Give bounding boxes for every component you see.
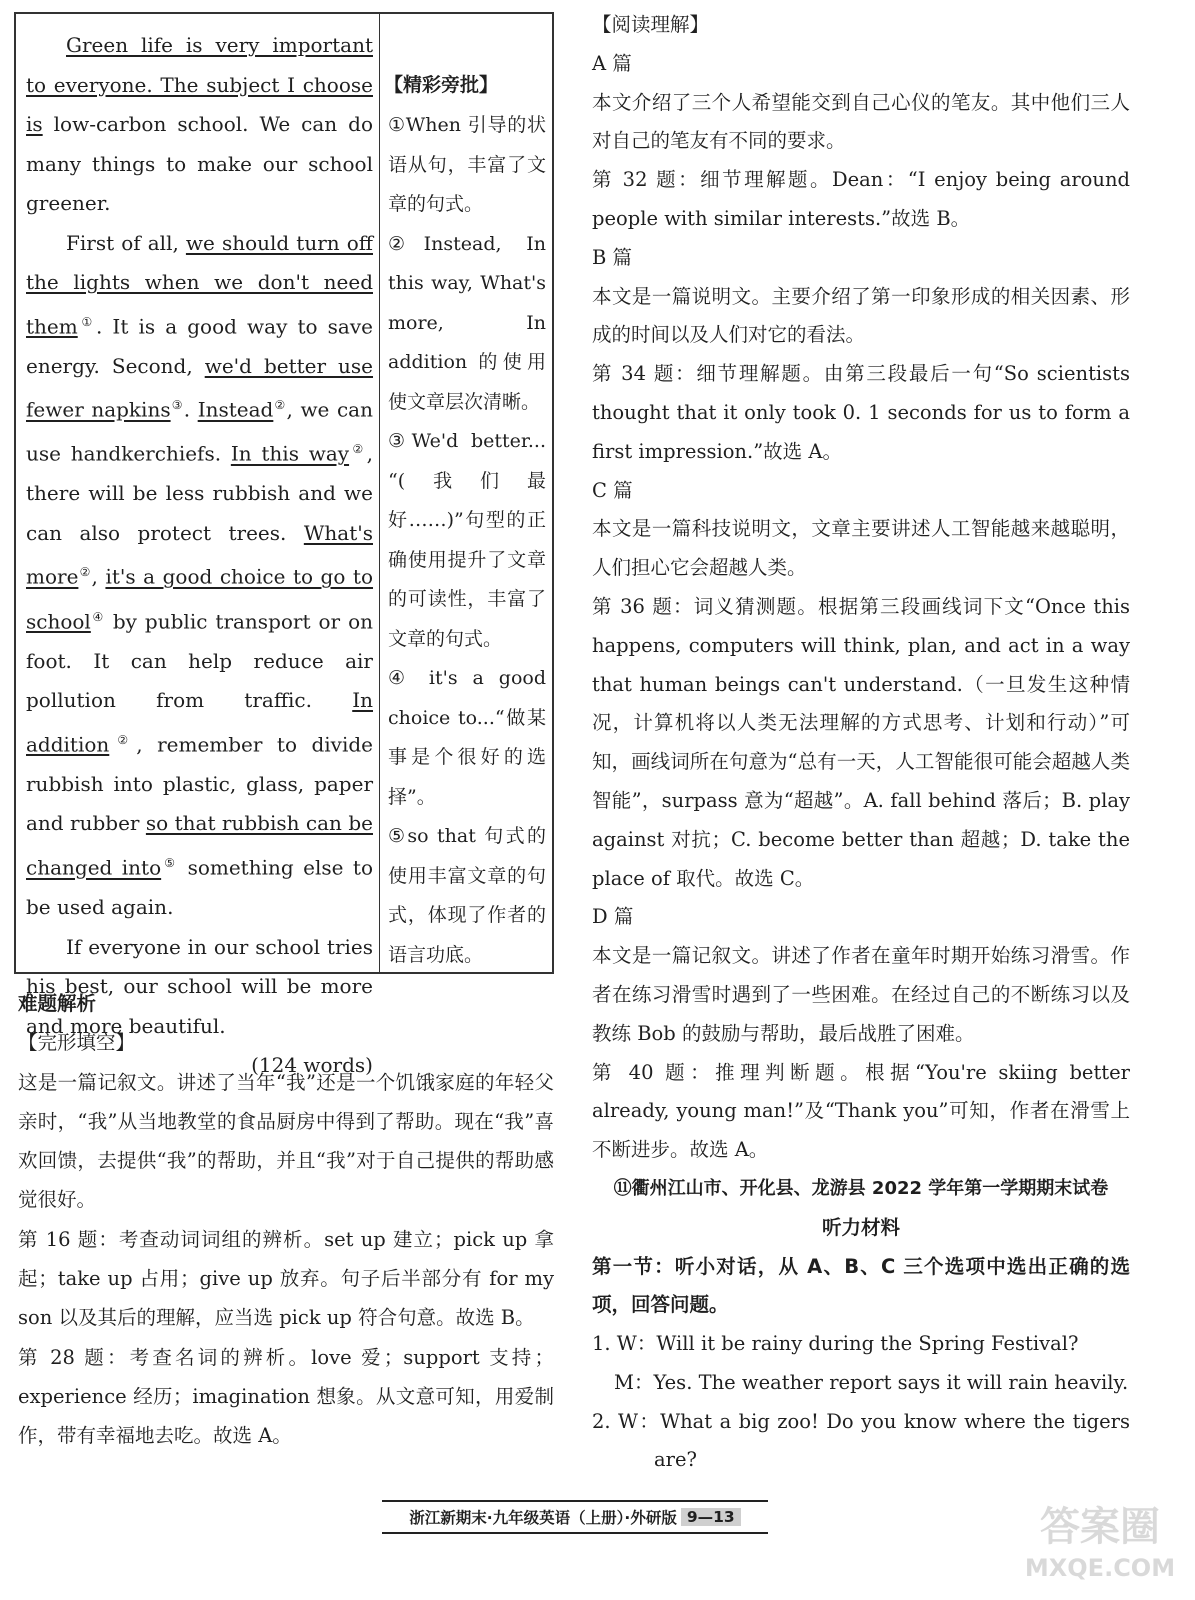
essay-underline: In addition (26, 688, 373, 757)
cloze-title: 【完形填空】 (18, 1031, 136, 1055)
passage-b-label: B 篇 (592, 245, 633, 269)
essay-text: . (183, 397, 198, 422)
listening-section-1: 第一节：听小对话，从 A、B、C 三个选项中选出正确的选项，回答问题。 (592, 1254, 1130, 1317)
watermark-logo (1020, 1488, 1180, 1588)
essay-text: by public transport or on foot. It can help reduce air pollution from traffic. (26, 609, 374, 713)
essay-text: . It is a good way to save energy. Second, (26, 314, 373, 378)
essay-text: , there will be less rubbish and we can also protect trees. (26, 441, 373, 545)
difficult-question-analysis (18, 984, 554, 1456)
reading-title: 【阅读理解】 (592, 13, 710, 36)
side-note-2: ②Instead, In this way, What's more, In addition 的使用使文章层次清晰。 (388, 232, 546, 413)
essay-text: First of all, (66, 230, 186, 255)
essay-underline: we should turn off the lights when we don't need them (26, 230, 373, 339)
dialogue-1-man: M：Yes. The weather report says it will rain heavily. (614, 1370, 1129, 1394)
passage-d-label: D 篇 (592, 905, 634, 929)
note-marker: ② (349, 442, 367, 457)
cloze-q28: 第 28 题：考查名词的辨析。love 爱；support 支持；experience 经历；imagination 想象。从文意可知，用爱制作，带有幸福地去吃。故选 A。 (18, 1345, 554, 1448)
essay-underline: What's more (26, 520, 373, 590)
passage-b-intro: 本文是一篇说明文。主要介绍了第一印象形成的相关因素、形成的时间以及人们对它的看法。 (592, 284, 1130, 347)
essay-underline: so that rubbish can be changed into (26, 811, 373, 880)
cloze-intro: 这是一篇记叙文。讲述了当年“我”还是一个饥饿家庭的年轻父亲时，“我”从当地教堂的食品厨房中得到了帮助。现在“我”喜欢回馈，去提供“我”的帮助，并且“我”对于自己提供的帮助感觉很好。 (18, 1070, 554, 1212)
listening-title: 听力材料 (821, 1215, 900, 1239)
essay-underline: Instead (197, 397, 274, 422)
essay-text: , we can use handkerchiefs. (26, 397, 373, 466)
passage-c-label: C 篇 (592, 478, 633, 502)
passage-a-intro: 本文介绍了三个人希望能交到自己心仪的笔友。其中他们三人对自己的笔友有不同的要求。 (592, 90, 1130, 153)
passage-c-q36: 第 36 题：词义猜测题。根据第三段画线词下文“Once this happens, computers will think, plan, and act in a way that human beings can't understand.（一旦发生这种情况，计算机将以人类无法理解的方式思考、计划和行动）”可知，画线词所在句意为“总有一天，人工智能很可能会超越人类智能”，surpass 意为“超越”。A. fall behind 落后；B. play against 对抗；C. become better than 超越；D. take the place of 取代。故选 C。 (592, 594, 1130, 890)
note-marker: ⑤ (161, 855, 179, 870)
note-marker: ② (78, 565, 92, 580)
essay-paragraph-2 (26, 224, 373, 928)
dialogue-1-woman: 1. W：Will it be rainy during the Spring Festival? (592, 1332, 1079, 1356)
passage-a-label: A 篇 (592, 51, 632, 75)
essay-text: , remember to divide rubbish into plastic, glass, paper and rubber (26, 732, 373, 836)
passage-a-q32: 第 32 题：细节理解题。Dean：“I enjoy being around people with similar interests.”故选 B。 (592, 168, 1130, 230)
reading-analysis-column (592, 6, 1130, 1480)
page-number: 9—13 (681, 1508, 741, 1526)
side-notes-title: 【精彩旁批】 (384, 74, 499, 96)
essay-underline: In this way (230, 441, 350, 466)
cloze-q16: 第 16 题：考查动词词组的辨析。set up 建立；pick up 拿起；take up 占用；give up 放弃。句子后半部分有 for my son 以及其后的理解，应当选 pick up 符合句意。故选 B。 (18, 1227, 554, 1330)
essay-underline: Green life is very important to everyone. The subject I choose is (26, 33, 373, 136)
essay-text: , (91, 565, 106, 590)
word-count: (124 words) (251, 1053, 373, 1078)
page-footer (382, 1500, 768, 1534)
exam-title: ⑪衢州江山市、开化县、龙游县 2022 学年第一学期期末试卷 (613, 1177, 1109, 1199)
essay-text: low-carbon school. We can do many things to make our school greener. (26, 112, 373, 215)
passage-d-q40: 第 40 题：推理判断题。根据“You're skiing better already, young man!”及“Thank you”可知，作者在滑雪上不断进步。故选 A。 (592, 1060, 1130, 1162)
passage-b-q34: 第 34 题：细节理解题。由第三段最后一句“So scientists thought that it only took 0. 1 seconds for us to form a first impression.”故选 A。 (592, 362, 1130, 463)
essay-underline: we'd better use fewer napkins (26, 353, 374, 422)
side-note-5: ⑤so that 句式的使用丰富文章的句式，体现了作者的语言功底。 (388, 825, 546, 966)
footer-book-title: 浙江新期末·九年级英语（上册）·外研版 (409, 1509, 677, 1527)
passage-d-intro: 本文是一篇记叙文。讲述了作者在童年时期开始练习滑雪。作者在练习滑雪时遇到了一些困难。在经过自己的不断练习以及教练 Bob 的鼓励与帮助，最后战胜了困难。 (592, 944, 1130, 1045)
side-note-3: ③We'd better... “(我们最好……)”句型的正确使用提升了文章的可读性，丰富了文章的句式。 (388, 430, 546, 650)
passage-c-intro: 本文是一篇科技说明文，文章主要讲述人工智能越来越聪明，人们担心它会超越人类。 (592, 517, 1130, 580)
essay-paragraph-3: If everyone in our school tries his best, our school will be more and more beautiful. (26, 934, 373, 1038)
watermark-bottom-text: MXQE.COM (1024, 1554, 1176, 1582)
essay-underline: it's a good choice to go to school (26, 565, 374, 634)
note-marker: ④ (90, 609, 105, 624)
side-note-4: ④ it's a good choice to...“做某事是个很好的选择”。 (388, 667, 546, 808)
note-marker: ② (273, 398, 287, 413)
note-marker: ① (77, 314, 96, 329)
side-notes-column (380, 14, 552, 972)
essay-paragraph-1 (26, 26, 373, 224)
section-heading: 难题解析 (18, 992, 97, 1015)
watermark-top-text: 答案圈 (1040, 1504, 1160, 1550)
essay-text: something else to be used again. (26, 855, 373, 920)
side-note-1: ①When 引导的状语从句，丰富了文章的句式。 (388, 114, 546, 215)
note-marker: ② (109, 732, 137, 747)
dialogue-2-woman: 2. W：What a big zoo! Do you know where the tigers are? (592, 1409, 1130, 1472)
note-marker: ③ (170, 398, 184, 413)
